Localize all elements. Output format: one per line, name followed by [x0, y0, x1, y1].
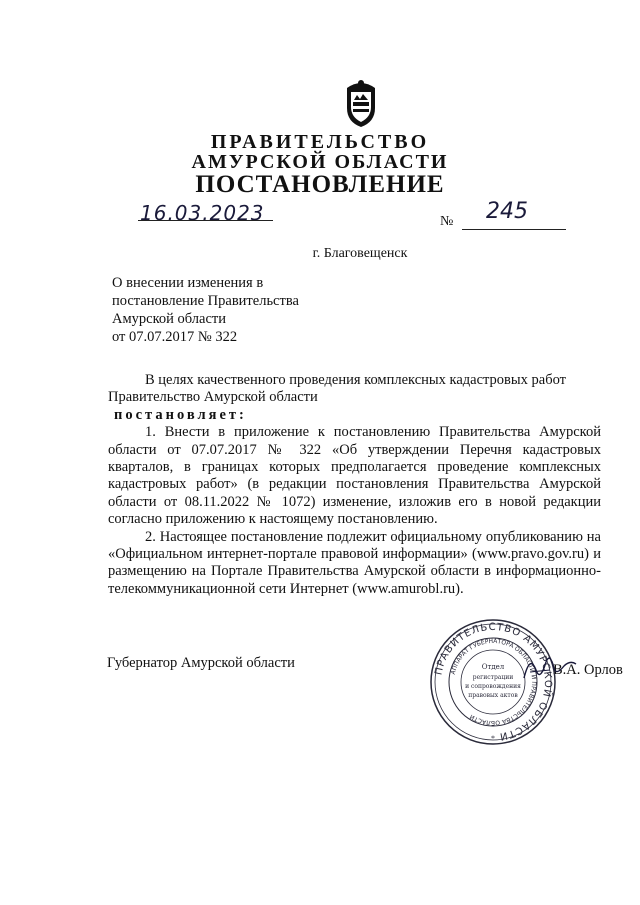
document-number: 245 [486, 199, 528, 224]
intro-line: В целях качественного проведения комплексных кадастровых работ [145, 372, 566, 388]
svg-text:*: * [491, 734, 495, 743]
date-underline [138, 220, 273, 221]
stamp-center-line: Отдел [481, 663, 505, 671]
signatory-name: В.А. Орлов [553, 662, 623, 678]
region-heading: АМУРСКОЙ ОБЛАСТИ [191, 151, 449, 173]
document-subject [112, 274, 299, 346]
item-2: 2. Настоящее постановление подлежит официальному опубликованию на «Официальном интернет-портале правовой информации» (www.pravo.gov.ru) и размещению на Портале Правительства Амурской области в информационно-телекоммуникационной сети Интернет (www.amurobl.ru). [108, 528, 601, 597]
amur-region-coat-of-arms-icon [339, 78, 383, 128]
government-heading: ПРАВИТЕЛЬСТВО [210, 131, 430, 153]
document-type-heading: ПОСТАНОВЛЕНИЕ [195, 171, 445, 198]
document-date: 16.03.2023 [140, 201, 265, 225]
handwritten-signature-icon [520, 648, 580, 688]
intro-line: Правительство Амурской области [108, 389, 318, 406]
subject-line: от 07.07.2017 № 322 [112, 329, 238, 345]
subject-line: Амурской области [112, 311, 226, 327]
stamp-center-line: регистрации [472, 674, 514, 681]
item-1: 1. Внести в приложение к постановлению Правительства Амурской области от 07.07.2017 № 322 «Об утверждении Перечня кадастровых кварталов, в границах которых предполагается проведение комплексных кадастровых работ» (в редакции постановления Правительства Амурской области от 08.11.2022 № 1072) изменение, изложив его в новой редакции согласно приложению к настоящему постановлению. [108, 424, 601, 528]
signatory-title: Губернатор Амурской области [107, 655, 295, 671]
subject-line: О внесении изменения в [112, 275, 264, 291]
number-underline [462, 229, 566, 230]
city-line: г. Благовещенск [312, 246, 408, 261]
stamp-outer-text: ПРАВИТЕЛЬСТВО АМУРСКОЙ ОБЛАСТИ [433, 621, 554, 742]
stamp-center-line: и сопровождения [465, 683, 521, 690]
stamp-inner-text: АППАРАТ ГУБЕРНАТОРА ОБЛАСТИ И ПРАВИТЕЛЬСТВА ОБЛАСТИ [449, 637, 538, 727]
number-sign: № [440, 214, 454, 229]
stamp-center-line: правовых актов [468, 692, 518, 699]
resolves-word: постановляет: [114, 406, 247, 423]
document-body [108, 372, 601, 598]
subject-line: постановление Правительства [112, 293, 299, 309]
